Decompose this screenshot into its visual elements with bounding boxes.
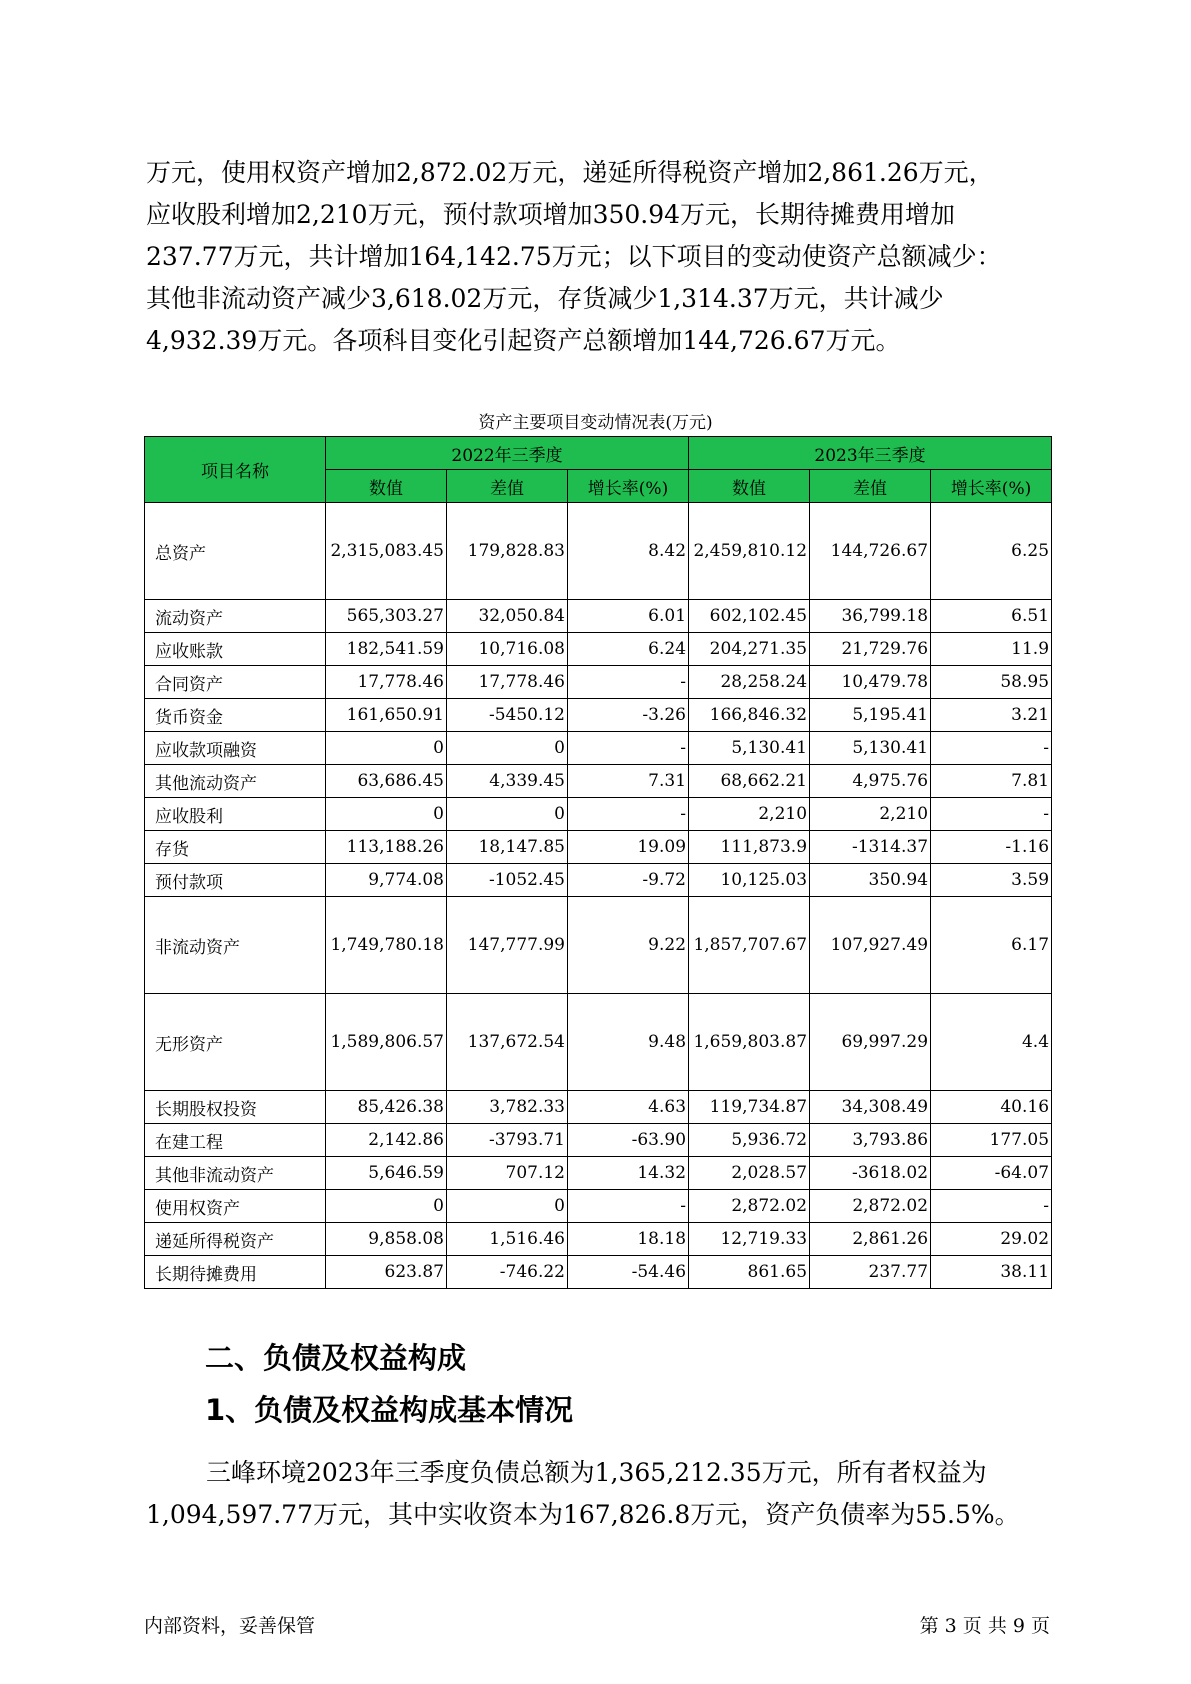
table-header-row — [145, 437, 1052, 470]
cell-diff-2022: -1052.45 — [447, 864, 568, 897]
cell-value-2022: 85,426.38 — [326, 1091, 447, 1124]
cell-item-name: 其他非流动资产 — [145, 1157, 326, 1190]
body-paragraph-1 — [146, 152, 1051, 362]
cell-value-2023: 1,659,803.87 — [689, 994, 810, 1091]
cell-rate-2023: 3.59 — [931, 864, 1052, 897]
paragraph-line: 万元，使用权资产增加2,872.02万元，递延所得税资产增加2,861.26万元， — [146, 158, 994, 187]
cell-rate-2022: -3.26 — [568, 699, 689, 732]
cell-diff-2023: 4,975.76 — [810, 765, 931, 798]
cell-value-2022: 0 — [326, 1190, 447, 1223]
cell-rate-2022: - — [568, 732, 689, 765]
table-row — [145, 666, 1052, 699]
cell-rate-2023: 4.4 — [931, 994, 1052, 1091]
cell-rate-2022: 8.42 — [568, 503, 689, 600]
cell-diff-2022: -3793.71 — [447, 1124, 568, 1157]
cell-diff-2023: 5,195.41 — [810, 699, 931, 732]
cell-diff-2023: 69,997.29 — [810, 994, 931, 1091]
table-row — [145, 864, 1052, 897]
cell-diff-2023: -1314.37 — [810, 831, 931, 864]
cell-value-2023: 68,662.21 — [689, 765, 810, 798]
cell-rate-2023: 29.02 — [931, 1223, 1052, 1256]
header-rate-2022: 增长率(%) — [568, 470, 689, 503]
cell-rate-2022: -54.46 — [568, 1256, 689, 1289]
table-row — [145, 1091, 1052, 1124]
cell-value-2022: 623.87 — [326, 1256, 447, 1289]
table-row — [145, 503, 1052, 600]
cell-rate-2023: 6.25 — [931, 503, 1052, 600]
cell-rate-2022: 9.48 — [568, 994, 689, 1091]
cell-value-2022: 182,541.59 — [326, 633, 447, 666]
table-row — [145, 732, 1052, 765]
cell-rate-2022: 4.63 — [568, 1091, 689, 1124]
cell-value-2023: 2,459,810.12 — [689, 503, 810, 600]
cell-item-name: 总资产 — [145, 503, 326, 600]
cell-value-2023: 166,846.32 — [689, 699, 810, 732]
cell-diff-2022: 10,716.08 — [447, 633, 568, 666]
cell-diff-2022: -5450.12 — [447, 699, 568, 732]
cell-value-2022: 1,749,780.18 — [326, 897, 447, 994]
cell-rate-2022: 19.09 — [568, 831, 689, 864]
cell-rate-2023: 6.51 — [931, 600, 1052, 633]
cell-value-2023: 2,210 — [689, 798, 810, 831]
paragraph-line: 三峰环境2023年三季度负债总额为1,365,212.35万元，所有者权益为 — [206, 1458, 987, 1487]
cell-diff-2023: 107,927.49 — [810, 897, 931, 994]
footer-confidential-note: 内部资料，妥善保管 — [144, 1615, 316, 1637]
table-row — [145, 798, 1052, 831]
cell-item-name: 应收股利 — [145, 798, 326, 831]
cell-value-2022: 161,650.91 — [326, 699, 447, 732]
cell-rate-2023: -64.07 — [931, 1157, 1052, 1190]
cell-value-2023: 861.65 — [689, 1256, 810, 1289]
cell-diff-2023: 5,130.41 — [810, 732, 931, 765]
footer-page-number: 第 3 页 共 9 页 — [919, 1615, 1050, 1637]
cell-diff-2022: 32,050.84 — [447, 600, 568, 633]
cell-value-2023: 5,130.41 — [689, 732, 810, 765]
header-period-2022: 2022年三季度 — [326, 437, 689, 470]
cell-item-name: 应收账款 — [145, 633, 326, 666]
cell-value-2023: 119,734.87 — [689, 1091, 810, 1124]
cell-diff-2022: 137,672.54 — [447, 994, 568, 1091]
body-paragraph-2 — [146, 1452, 1051, 1536]
header-item-name: 项目名称 — [145, 437, 326, 503]
cell-value-2022: 9,774.08 — [326, 864, 447, 897]
cell-diff-2022: 179,828.83 — [447, 503, 568, 600]
cell-value-2022: 63,686.45 — [326, 765, 447, 798]
cell-rate-2023: -1.16 — [931, 831, 1052, 864]
cell-value-2023: 10,125.03 — [689, 864, 810, 897]
cell-item-name: 长期股权投资 — [145, 1091, 326, 1124]
cell-item-name: 在建工程 — [145, 1124, 326, 1157]
table-row — [145, 600, 1052, 633]
cell-value-2023: 602,102.45 — [689, 600, 810, 633]
cell-rate-2023: 40.16 — [931, 1091, 1052, 1124]
cell-item-name: 使用权资产 — [145, 1190, 326, 1223]
cell-rate-2022: -9.72 — [568, 864, 689, 897]
cell-rate-2022: 7.31 — [568, 765, 689, 798]
paragraph-line: 应收股利增加2,210万元，预付款项增加350.94万元，长期待摊费用增加 — [146, 200, 956, 229]
cell-item-name: 流动资产 — [145, 600, 326, 633]
cell-diff-2022: 17,778.46 — [447, 666, 568, 699]
cell-diff-2022: 4,339.45 — [447, 765, 568, 798]
subsection-heading: 1、负债及权益构成基本情况 — [205, 1393, 574, 1427]
table-row — [145, 897, 1052, 994]
cell-item-name: 存货 — [145, 831, 326, 864]
cell-diff-2022: 707.12 — [447, 1157, 568, 1190]
cell-rate-2023: 58.95 — [931, 666, 1052, 699]
cell-value-2022: 565,303.27 — [326, 600, 447, 633]
cell-value-2023: 28,258.24 — [689, 666, 810, 699]
header-rate-2023: 增长率(%) — [931, 470, 1052, 503]
cell-value-2023: 204,271.35 — [689, 633, 810, 666]
cell-rate-2022: 18.18 — [568, 1223, 689, 1256]
header-value-2023: 数值 — [689, 470, 810, 503]
cell-rate-2022: - — [568, 798, 689, 831]
cell-item-name: 合同资产 — [145, 666, 326, 699]
cell-rate-2023: - — [931, 1190, 1052, 1223]
cell-rate-2023: 3.21 — [931, 699, 1052, 732]
cell-value-2023: 1,857,707.67 — [689, 897, 810, 994]
table-row — [145, 1190, 1052, 1223]
paragraph-line: 其他非流动资产减少3,618.02万元，存货减少1,314.37万元，共计减少 — [146, 284, 944, 313]
cell-diff-2023: 34,308.49 — [810, 1091, 931, 1124]
cell-value-2023: 5,936.72 — [689, 1124, 810, 1157]
cell-value-2023: 12,719.33 — [689, 1223, 810, 1256]
cell-value-2022: 17,778.46 — [326, 666, 447, 699]
cell-item-name: 长期待摊费用 — [145, 1256, 326, 1289]
table-caption: 资产主要项目变动情况表(万元) — [478, 413, 713, 433]
cell-diff-2023: 2,861.26 — [810, 1223, 931, 1256]
cell-value-2023: 111,873.9 — [689, 831, 810, 864]
cell-rate-2023: 11.9 — [931, 633, 1052, 666]
cell-rate-2022: 6.24 — [568, 633, 689, 666]
cell-rate-2023: - — [931, 798, 1052, 831]
cell-item-name: 应收款项融资 — [145, 732, 326, 765]
cell-diff-2023: 2,210 — [810, 798, 931, 831]
table-row — [145, 699, 1052, 732]
cell-rate-2023: 38.11 — [931, 1256, 1052, 1289]
cell-rate-2023: 6.17 — [931, 897, 1052, 994]
cell-diff-2022: 1,516.46 — [447, 1223, 568, 1256]
cell-diff-2022: 0 — [447, 732, 568, 765]
cell-rate-2022: 6.01 — [568, 600, 689, 633]
cell-diff-2023: 350.94 — [810, 864, 931, 897]
cell-value-2022: 9,858.08 — [326, 1223, 447, 1256]
header-diff-2023: 差值 — [810, 470, 931, 503]
cell-rate-2022: -63.90 — [568, 1124, 689, 1157]
asset-change-table — [144, 436, 1052, 1289]
table-body — [145, 503, 1052, 1289]
cell-diff-2022: 3,782.33 — [447, 1091, 568, 1124]
paragraph-line: 1,094,597.77万元，其中实收资本为167,826.8万元，资产负债率为55.5%。 — [146, 1500, 1020, 1529]
header-period-2023: 2023年三季度 — [689, 437, 1052, 470]
cell-value-2022: 5,646.59 — [326, 1157, 447, 1190]
cell-item-name: 递延所得税资产 — [145, 1223, 326, 1256]
paragraph-line: 4,932.39万元。各项科目变化引起资产总额增加144,726.67万元。 — [146, 326, 901, 355]
cell-item-name: 货币资金 — [145, 699, 326, 732]
table-row — [145, 633, 1052, 666]
cell-rate-2022: 9.22 — [568, 897, 689, 994]
table-row — [145, 994, 1052, 1091]
cell-value-2022: 113,188.26 — [326, 831, 447, 864]
cell-diff-2023: 3,793.86 — [810, 1124, 931, 1157]
cell-value-2022: 0 — [326, 798, 447, 831]
cell-diff-2022: -746.22 — [447, 1256, 568, 1289]
cell-value-2023: 2,028.57 — [689, 1157, 810, 1190]
cell-rate-2022: - — [568, 666, 689, 699]
cell-rate-2023: - — [931, 732, 1052, 765]
cell-value-2022: 2,142.86 — [326, 1124, 447, 1157]
cell-diff-2023: -3618.02 — [810, 1157, 931, 1190]
cell-diff-2023: 10,479.78 — [810, 666, 931, 699]
cell-item-name: 非流动资产 — [145, 897, 326, 994]
cell-item-name: 预付款项 — [145, 864, 326, 897]
cell-diff-2022: 0 — [447, 798, 568, 831]
section-heading: 二、负债及权益构成 — [205, 1341, 467, 1375]
cell-value-2022: 0 — [326, 732, 447, 765]
paragraph-line: 237.77万元，共计增加164,142.75万元；以下项目的变动使资产总额减少： — [146, 242, 1002, 271]
cell-diff-2023: 2,872.02 — [810, 1190, 931, 1223]
cell-diff-2023: 36,799.18 — [810, 600, 931, 633]
table-row — [145, 1256, 1052, 1289]
cell-diff-2022: 147,777.99 — [447, 897, 568, 994]
header-value-2022: 数值 — [326, 470, 447, 503]
table-row — [145, 1157, 1052, 1190]
header-diff-2022: 差值 — [447, 470, 568, 503]
cell-rate-2022: - — [568, 1190, 689, 1223]
table-row — [145, 831, 1052, 864]
table-row — [145, 1124, 1052, 1157]
cell-rate-2022: 14.32 — [568, 1157, 689, 1190]
cell-rate-2023: 177.05 — [931, 1124, 1052, 1157]
cell-item-name: 其他流动资产 — [145, 765, 326, 798]
cell-value-2022: 1,589,806.57 — [326, 994, 447, 1091]
cell-diff-2022: 0 — [447, 1190, 568, 1223]
cell-diff-2023: 237.77 — [810, 1256, 931, 1289]
table-row — [145, 1223, 1052, 1256]
cell-diff-2023: 21,729.76 — [810, 633, 931, 666]
cell-diff-2023: 144,726.67 — [810, 503, 931, 600]
cell-value-2022: 2,315,083.45 — [326, 503, 447, 600]
cell-item-name: 无形资产 — [145, 994, 326, 1091]
cell-value-2023: 2,872.02 — [689, 1190, 810, 1223]
cell-rate-2023: 7.81 — [931, 765, 1052, 798]
table-row — [145, 765, 1052, 798]
cell-diff-2022: 18,147.85 — [447, 831, 568, 864]
